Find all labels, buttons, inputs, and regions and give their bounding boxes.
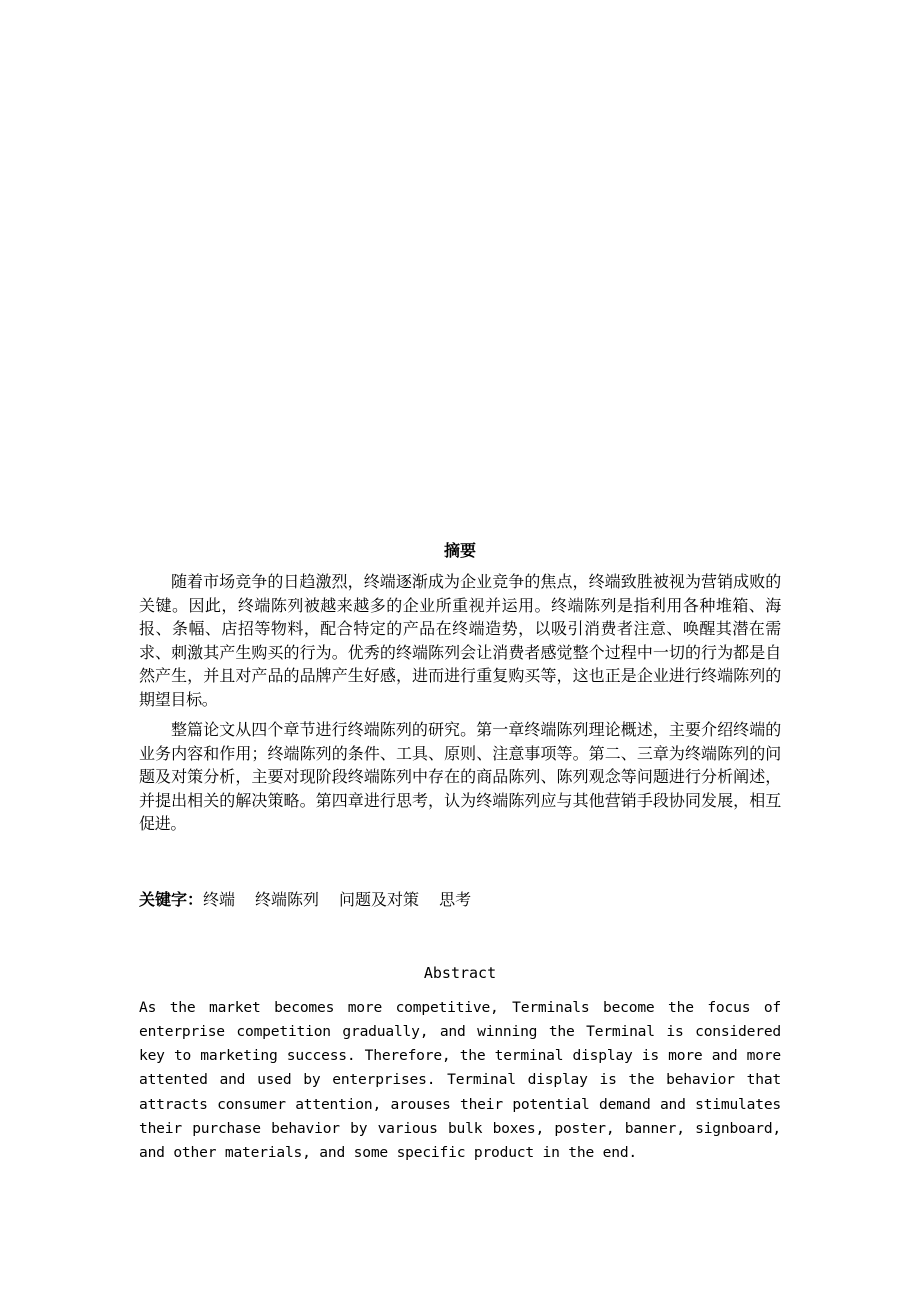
keywords-line: [139, 888, 781, 912]
english-abstract-title: Abstract: [423, 963, 497, 982]
chinese-abstract-paragraph-1: 随着市场竞争的日趋激烈，终端逐渐成为企业竞争的焦点，终端致胜被视为营销成败的关键。因此，终端陈列被越来越多的企业所重视并运用。终端陈列是指利用各种堆箱、海报、条幅、店招等物料，配合特定的产品在终端造势，以吸引消费者注意、唤醒其潜在需求、刺激其产生购买的行为。优秀的终端陈列会让消费者感觉整个过程中一切的行为都是自然产生，并且对产品的品牌产生好感，进而进行重复购买等，这也正是企业进行终端陈列的期望目标。: [139, 572, 781, 709]
english-abstract-paragraph: As the market becomes more competitive, Terminals become the focus of enterprise competition gradually, and winning the Terminal is considered key to marketing success. Therefore, the terminal display is more and more attented and used by enterprises. Terminal display is the behavior that attracts consumer attention, arouses their potential demand and stimulates their purchase behavior by various bulk boxes, poster, banner, signboard, and other materials, and some specific product in the end.: [139, 998, 781, 1162]
chinese-abstract-title: 摘要: [443, 541, 476, 560]
chinese-abstract-paragraph-2: 整篇论文从四个章节进行终端陈列的研究。第一章终端陈列理论概述，主要介绍终端的业务内容和作用；终端陈列的条件、工具、原则、注意事项等。第二、三章为终端陈列的问题及对策分析，主要对现阶段终端陈列中存在的商品陈列、陈列观念等问题进行分析阐述，并提出相关的解决策略。第四章进行思考，认为终端陈列应与其他营销手段协同发展，相互促进。: [139, 720, 781, 833]
keyword-item: 问题及对策: [339, 889, 420, 909]
keyword-item: 终端: [203, 889, 236, 909]
keyword-item: 终端陈列: [255, 889, 320, 909]
keyword-item: 思考: [439, 889, 472, 909]
abstract-page: [139, 540, 781, 1166]
keywords-label: 关键字：: [139, 889, 204, 909]
